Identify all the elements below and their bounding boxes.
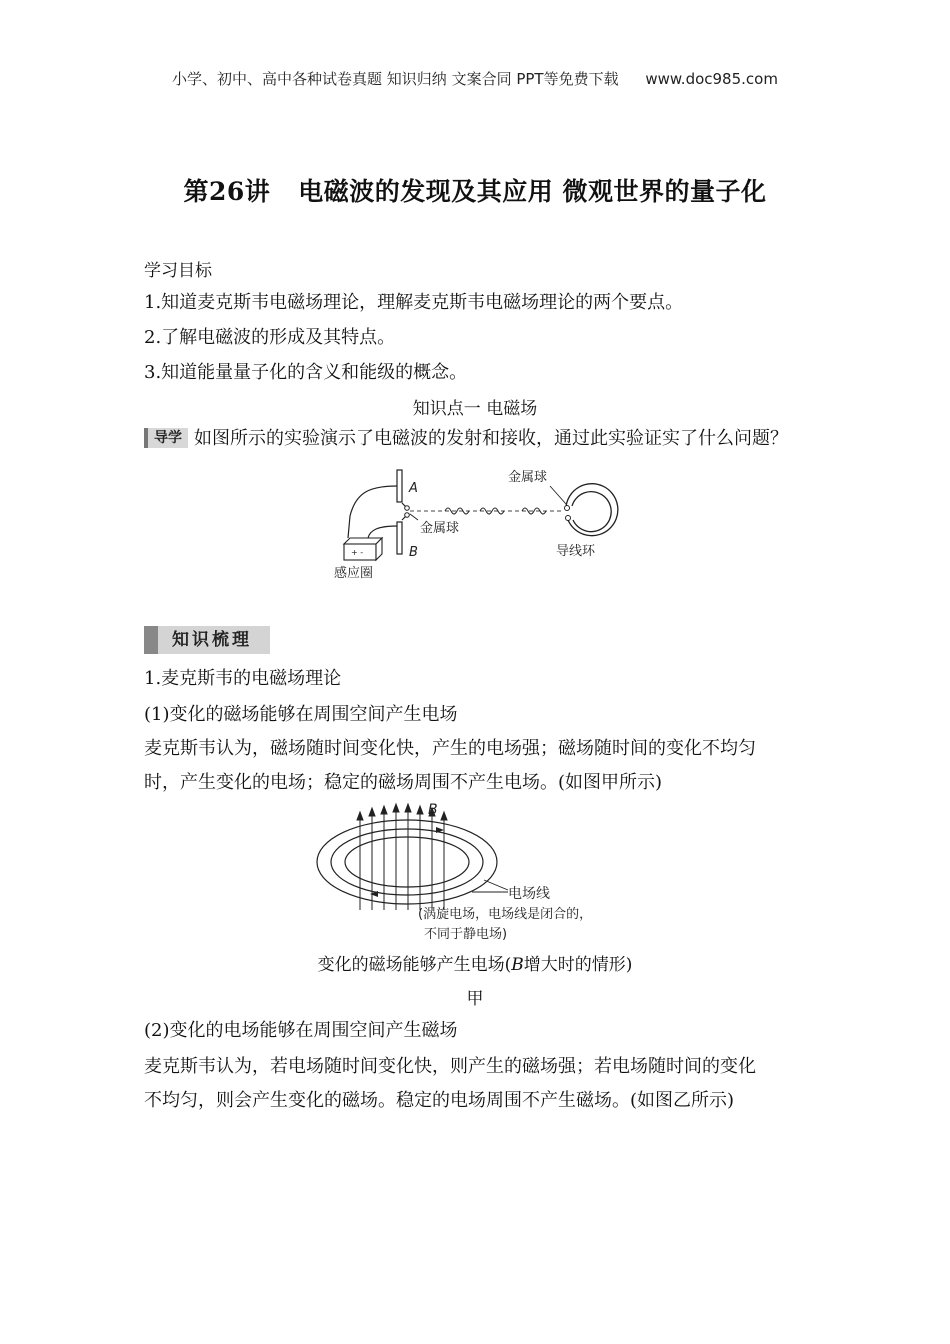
paragraph-2-line-1: 麦克斯韦认为，若电场随时间变化快，则产生的磁场强；若电场随时间的变化 <box>144 1056 756 1077</box>
induction-coil <box>344 538 382 560</box>
section-1-heading: 1.麦克斯韦的电磁场理论 <box>144 668 342 689</box>
caption-post: 增大时的情形) <box>523 955 633 975</box>
caption-b: B <box>511 955 524 975</box>
paragraph-2-line-2: 不均匀，则会产生变化的磁场。稳定的电场周围不产生磁场。(如图乙所示) <box>144 1090 735 1111</box>
vortex-note-line-1: (涡旋电场，电场线是闭合的， <box>418 907 593 922</box>
knowledge-review-badge: 知识梳理 <box>144 626 270 654</box>
section-1-1-heading: (1)变化的磁场能够在周围空间产生电场 <box>144 704 458 725</box>
guide-question: 如图所示的实验演示了电磁波的发射和接收，通过此实验证实了什么问题？ <box>194 428 788 449</box>
lecture-number: 第26讲 <box>183 177 271 206</box>
electric-field-line <box>331 829 483 895</box>
knowledge-point-heading: 知识点一 电磁场 <box>412 399 538 419</box>
plate-b <box>397 522 402 554</box>
caption-pre: 变化的磁场能够产生电场( <box>317 955 512 975</box>
spark-ball-bottom <box>405 513 410 518</box>
goal-item-1: 1.知道麦克斯韦电磁场理论，理解麦克斯韦电磁场理论的两个要点。 <box>144 292 684 313</box>
label-metal-ball-plates: 金属球 <box>420 521 460 536</box>
label-b: B <box>409 545 418 560</box>
paragraph-1-line-2: 时，产生变化的电场；稳定的磁场周围不产生电场。(如图甲所示) <box>144 772 663 793</box>
svg-text:+ -: + - <box>351 548 364 557</box>
label-induction-coil: 感应圈 <box>334 566 374 581</box>
section-1-2-heading: (2)变化的电场能够在周围空间产生磁场 <box>144 1020 458 1041</box>
vortex-electric-field-figure <box>312 800 652 948</box>
label-metal-ball-ring: 金属球 <box>508 470 548 485</box>
page-header <box>0 68 950 89</box>
label-a: A <box>409 481 418 496</box>
goal-item-2: 2.了解电磁波的形成及其特点。 <box>144 327 396 348</box>
wire-ring <box>565 484 618 536</box>
figure-jia-caption <box>0 950 950 980</box>
b-field-label: B <box>428 802 438 818</box>
header-text: 小学、初中、高中各种试卷真题 知识归纳 文案合同 PPT等免费下载 <box>172 70 619 88</box>
goals-heading: 学习目标 <box>144 261 212 281</box>
goal-item-3: 3.知道能量量子化的含义和能级的概念。 <box>144 362 468 383</box>
guide-badge: 导学 <box>144 428 188 448</box>
electric-field-line-label: 电场线 <box>508 886 550 902</box>
spark-ball-top <box>405 506 410 511</box>
header-site-link[interactable]: www.doc985.com <box>645 70 778 88</box>
label-wire-ring: 导线环 <box>556 544 596 559</box>
paragraph-1-line-1: 麦克斯韦认为，磁场随时间变化快，产生的电场强；磁场随时间的变化不均匀 <box>144 738 756 759</box>
plate-a <box>397 470 402 502</box>
page-title <box>0 172 950 208</box>
lecture-topic: 电磁波的发现及其应用 微观世界的量子化 <box>298 177 767 206</box>
figure-jia-name: 甲 <box>466 989 484 1009</box>
vortex-note-line-2: 不同于静电场) <box>424 927 508 942</box>
em-wave-experiment-figure <box>330 460 630 585</box>
